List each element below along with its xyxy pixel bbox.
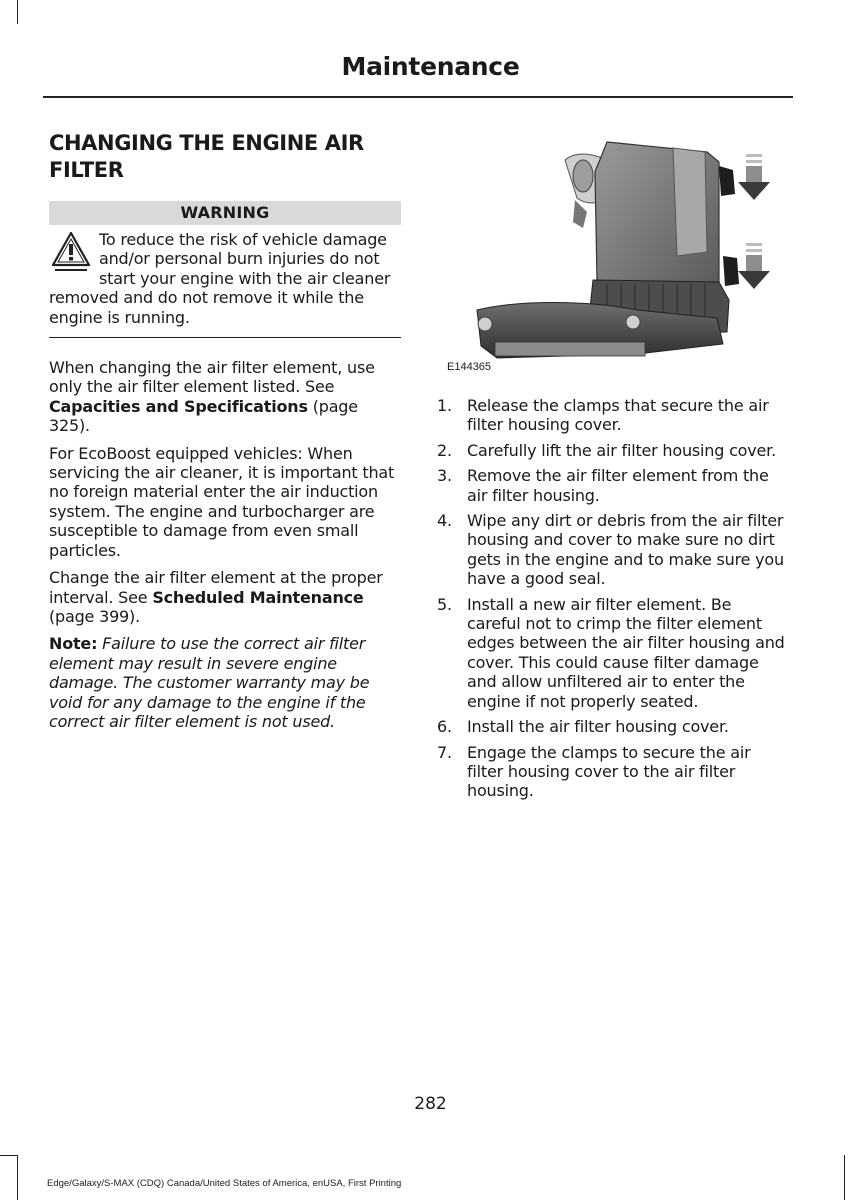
step-number: 6. [437, 717, 452, 737]
step-number: 5. [437, 594, 452, 614]
crop-mark-bottom-left-horizontal [0, 1155, 17, 1156]
step-number: 1. [437, 396, 452, 415]
figure-id: E144365 [447, 361, 492, 373]
step-number: 3. [437, 466, 452, 486]
note-text: Failure to use the correct air filter element may result in severe engine damage. The customer warranty may be void for any damage to the engine if the correct air filter element is not used. [49, 634, 370, 731]
paragraph-text: (page 325). [49, 396, 358, 436]
crop-mark-bottom-right-vertical [844, 1155, 845, 1200]
paragraph-change-interval [49, 568, 401, 626]
step-text: Wipe any dirt or debris from the air filter housing and cover to make sure no dirt gets in the engine and to make sure you have a good seal. [467, 511, 784, 589]
step-text: Install a new air filter element. Be careful not to crimp the filter element edges between the air filter housing and cover. This could cause filter damage and allow unfiltered air to enter the engine if not properly seated. [467, 594, 785, 711]
warning-body [49, 225, 401, 338]
step-number: 4. [437, 511, 452, 531]
step-number: 2. [437, 440, 452, 460]
page-header-title: Maintenance [341, 52, 520, 81]
note-label: Note: [49, 634, 98, 654]
step-item [437, 595, 789, 711]
header-rule [43, 96, 793, 98]
step-item [437, 743, 789, 801]
steps-list [437, 396, 789, 801]
warning-box [49, 201, 401, 338]
step-item [437, 441, 789, 460]
link-capacities-and-specifications[interactable]: Capacities and Specifications [49, 396, 308, 416]
paragraph-ecoboost: For EcoBoost equipped vehicles: When servicing the air cleaner, it is important that no foreign material enter the air induction system. The engine and turbocharger are susceptible to damage from even small particles. [49, 443, 395, 560]
step-item [437, 511, 789, 589]
step-text: Remove the air filter element from the air filter housing. [467, 466, 769, 505]
step-item [437, 717, 789, 736]
paragraph-text: (page 399). [49, 606, 140, 626]
air-filter-housing-figure [437, 132, 789, 377]
crop-mark-bottom-left-vertical [17, 1155, 18, 1200]
step-number: 7. [437, 742, 452, 762]
warning-heading: WARNING [49, 201, 401, 225]
air-filter-housing-illustration [437, 132, 789, 377]
paragraph-text: When changing the air filter element, use only the air filter element listed. See [49, 358, 375, 397]
warning-triangle-icon [51, 230, 91, 274]
link-scheduled-maintenance[interactable]: Scheduled Maintenance [152, 587, 364, 607]
page-number: 282 [414, 1094, 447, 1114]
step-text: Engage the clamps to secure the air filter housing cover to the air filter housing. [467, 742, 751, 801]
step-item [437, 466, 789, 505]
warning-text: To reduce the risk of vehicle damage and/or personal burn injuries do not start your engine with the air cleaner removed and do not remove it while the engine is running. [49, 230, 391, 327]
step-text: Install the air filter housing cover. [467, 717, 729, 737]
step-text: Release the clamps that secure the air filter housing cover. [467, 396, 769, 435]
right-column [437, 132, 789, 807]
section-title: CHANGING THE ENGINE AIR FILTER [49, 131, 364, 182]
crop-mark-top-left-vertical [17, 0, 18, 24]
footer-text: Edge/Galaxy/S-MAX (CDQ) Canada/United States of America, enUSA, First Printing [47, 1178, 402, 1189]
step-text: Carefully lift the air filter housing cover. [467, 440, 776, 460]
note [49, 634, 401, 731]
paragraph-text: Change the air filter element at the proper interval. See [49, 568, 383, 607]
paragraph-air-filter-element [49, 358, 401, 436]
left-column [49, 130, 401, 731]
step-item [437, 396, 789, 435]
